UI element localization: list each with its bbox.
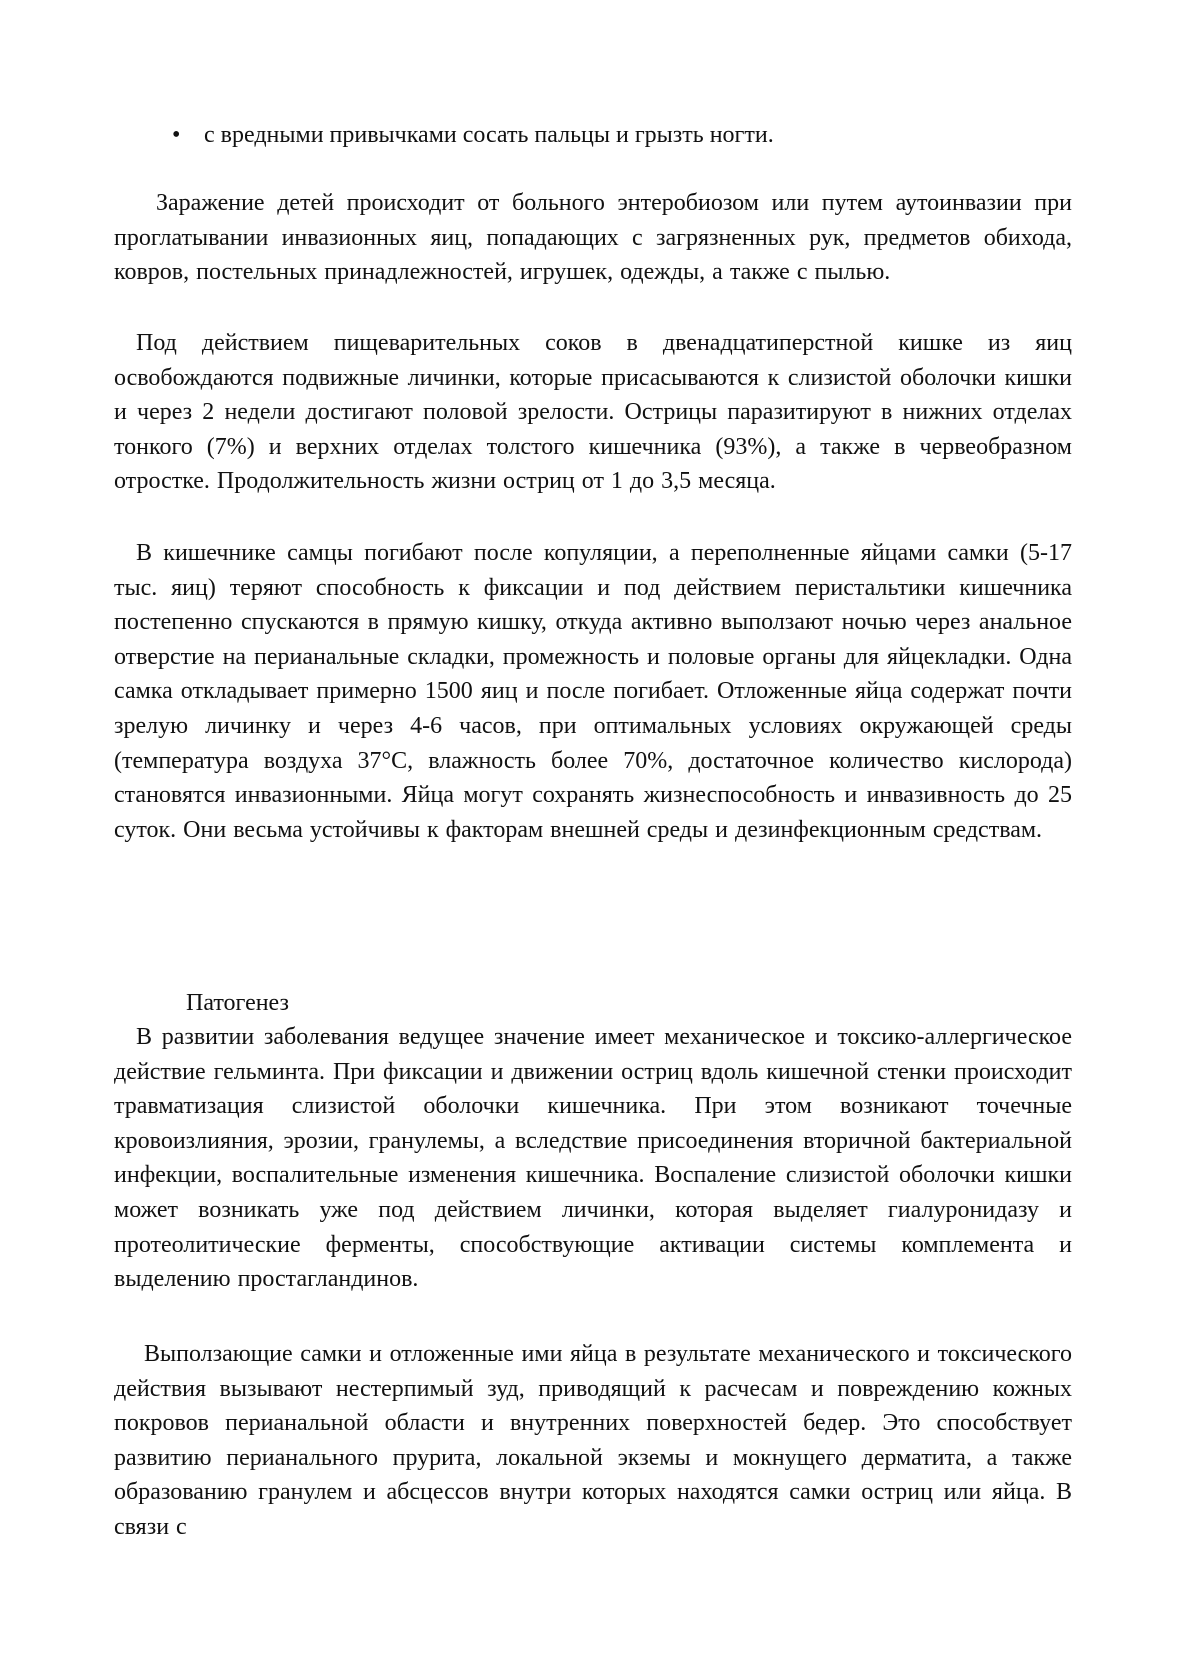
bullet-text: с вредными привычками сосать пальцы и грызть ногти. xyxy=(204,122,774,148)
paragraph-pathogenesis-itching: Выползающие самки и отложенные ими яйца в результате механического и токсического действия вызывают нестерпимый зуд, приводящий к расчесам и повреждению кожных покровов перианальной области и внутренних поверхностей бедер. Это способствует развитию перианального прурита, локальной экземы и мокнущего дерматита, а также образованию гранулем и абсцессов внутри которых находятся самки остриц или яйца. В связи с xyxy=(114,1341,1072,1540)
section-heading-pathogenesis: Патогенез xyxy=(186,990,289,1016)
paragraph-infection-route: Заражение детей происходит от больного энтеробиозом или путем аутоинвазии при проглатывании инвазионных яиц, попадающих с загрязненных рук, предметов обихода, ковров, постельных принадлежностей, игрушек, одежды, а также с пылью. xyxy=(114,190,1072,286)
paragraph-pathogenesis-mechanism: В развитии заболевания ведущее значение имеет механическое и токсико-аллергическое действие гельминта. При фиксации и движении остриц вдоль кишечной стенки происходит травматизация слизистой оболочки кишечника. При этом возникают точечные кровоизлияния, эрозии, гранулемы, а вследствие присоединения вторичной бактериальной инфекции, воспалительные изменения кишечника. Воспаление слизистой оболочки кишки может возникать уже под действием личинки, которая выделяет гиалуронидазу и протеолитические ферменты, способствующие активации системы комплемента и выделению простагландинов. xyxy=(114,1024,1072,1293)
bullet-list-item xyxy=(172,118,774,152)
paragraph-life-cycle: В кишечнике самцы погибают после копуляции, а переполненные яйцами самки (5-17 тыс. яиц) теряют способность к фиксации и под действием перистальтики кишечника постепенно спускаются в прямую кишку, откуда активно выползают ночью через анальное отверстие на перианальные складки, промежность и половые органы для яйцекладки. Одна самка откладывает примерно 1500 яиц и после погибает. Отложенные яйца содержат почти зрелую личинку и через 4-6 часов, при оптимальных условиях окружающей среды (температура воздуха 37°С, влажность более 70%, достаточное количество кислорода) становятся инвазионными. Яйца могут сохранять жизнеспособность и инвазивность до 25 суток. Они весьма устойчивы к факторам внешней среды и дезинфекционным средствам. xyxy=(114,540,1072,843)
paragraph-larvae-development: Под действием пищеварительных соков в двенадцатиперстной кишке из яиц освобождаются подвижные личинки, которые присасываются к слизистой оболочки кишки и через 2 недели достигают половой зрелости. Острицы паразитируют в нижних отделах тонкого (7%) и верхних отделах толстого кишечника (93%), а также в червеобразном отростке. Продолжительность жизни остриц от 1 до 3,5 месяца. xyxy=(114,330,1072,495)
bullet-marker: • xyxy=(172,122,181,148)
